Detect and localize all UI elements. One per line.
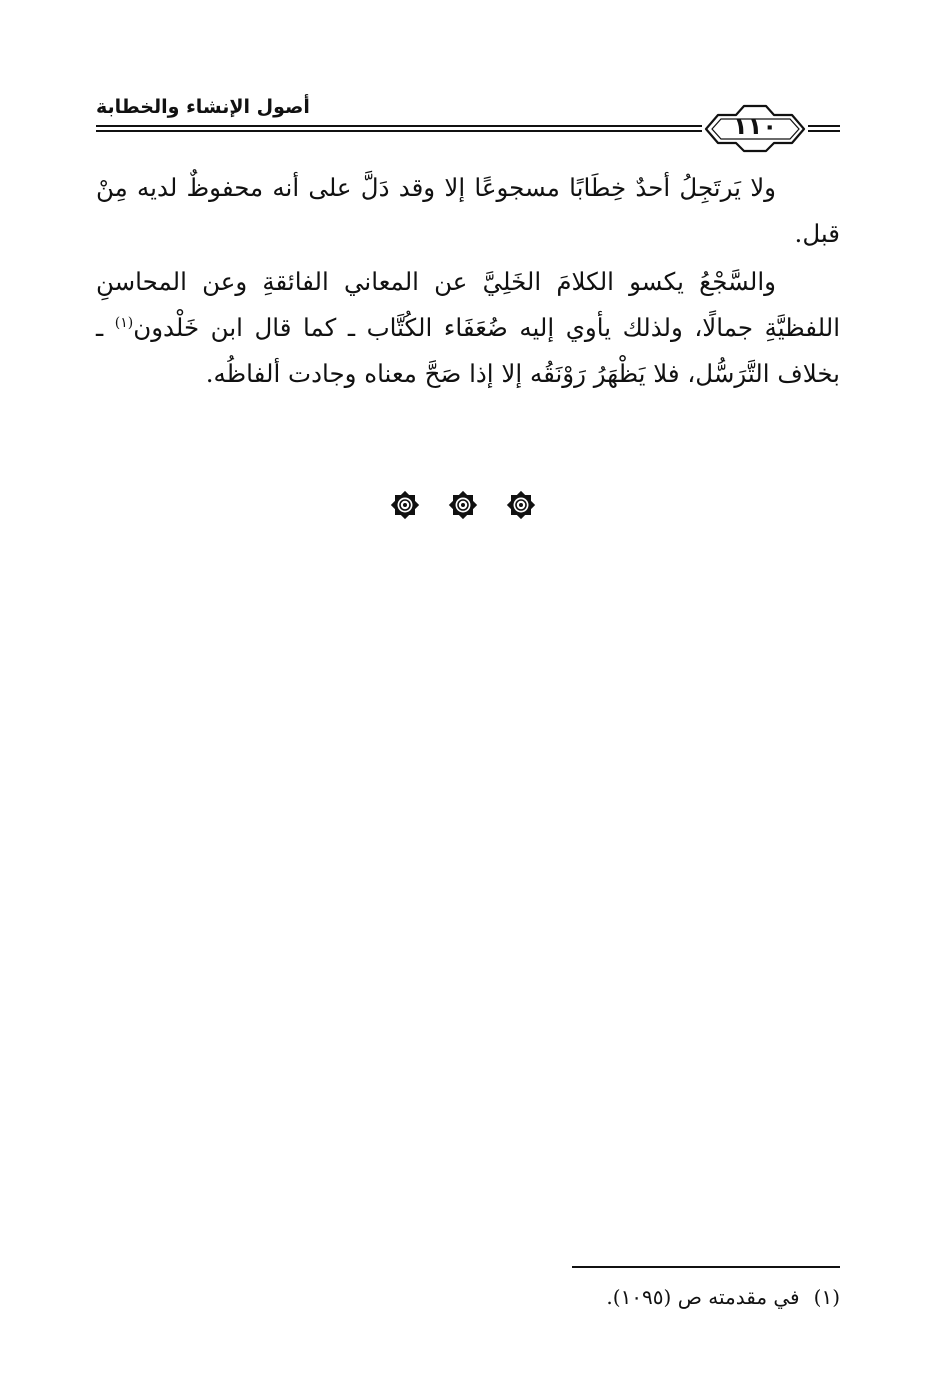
paragraph-2 — [96, 259, 840, 397]
header-double-rule-short — [808, 125, 840, 132]
footnote-separator — [572, 1266, 840, 1268]
footnote-reference[interactable]: (١) — [114, 314, 134, 331]
page-number: ١١٠ — [733, 112, 777, 140]
header-double-rule — [96, 125, 702, 132]
footnote-1 — [96, 1282, 840, 1312]
main-text — [96, 165, 840, 397]
paragraph-1-text: ولا يَرتَجِلُ أحدٌ خِطَابًا مسجوعًا إلا وقد دَلَّ على أنه محفوظٌ لديه مِنْ قبل. — [96, 173, 840, 248]
star-rosette-icon — [390, 490, 420, 520]
footnote-number: (١) — [813, 1285, 840, 1309]
paragraph-1 — [96, 165, 840, 257]
paragraph-2-text-after-ref: ـ بخلاف التَّرَسُّل، فلا يَظْهَرُ رَوْنَقُه إلا إذا صَحَّ معناه وجادت ألفاظُه. — [96, 313, 840, 388]
page-number-frame — [702, 102, 808, 154]
paragraph-2-text-before-ref: والسَّجْعُ يكسو الكلامَ الخَلِيَّ عن المعاني الفائقةِ وعن المحاسنِ اللفظيَّةِ جمالًا، ولذلك يأوي إليه ضُعَفَاء الكُتَّاب ـ كما قال ابن خَلْدون — [96, 267, 840, 342]
section-divider-ornaments — [390, 490, 550, 520]
star-rosette-icon — [448, 490, 478, 520]
page-header — [96, 92, 840, 142]
star-rosette-icon — [506, 490, 536, 520]
footnote-text: في مقدمته ص (١٠٩٥). — [606, 1285, 800, 1309]
running-title: أصول الإنشاء والخطابة — [96, 96, 310, 118]
